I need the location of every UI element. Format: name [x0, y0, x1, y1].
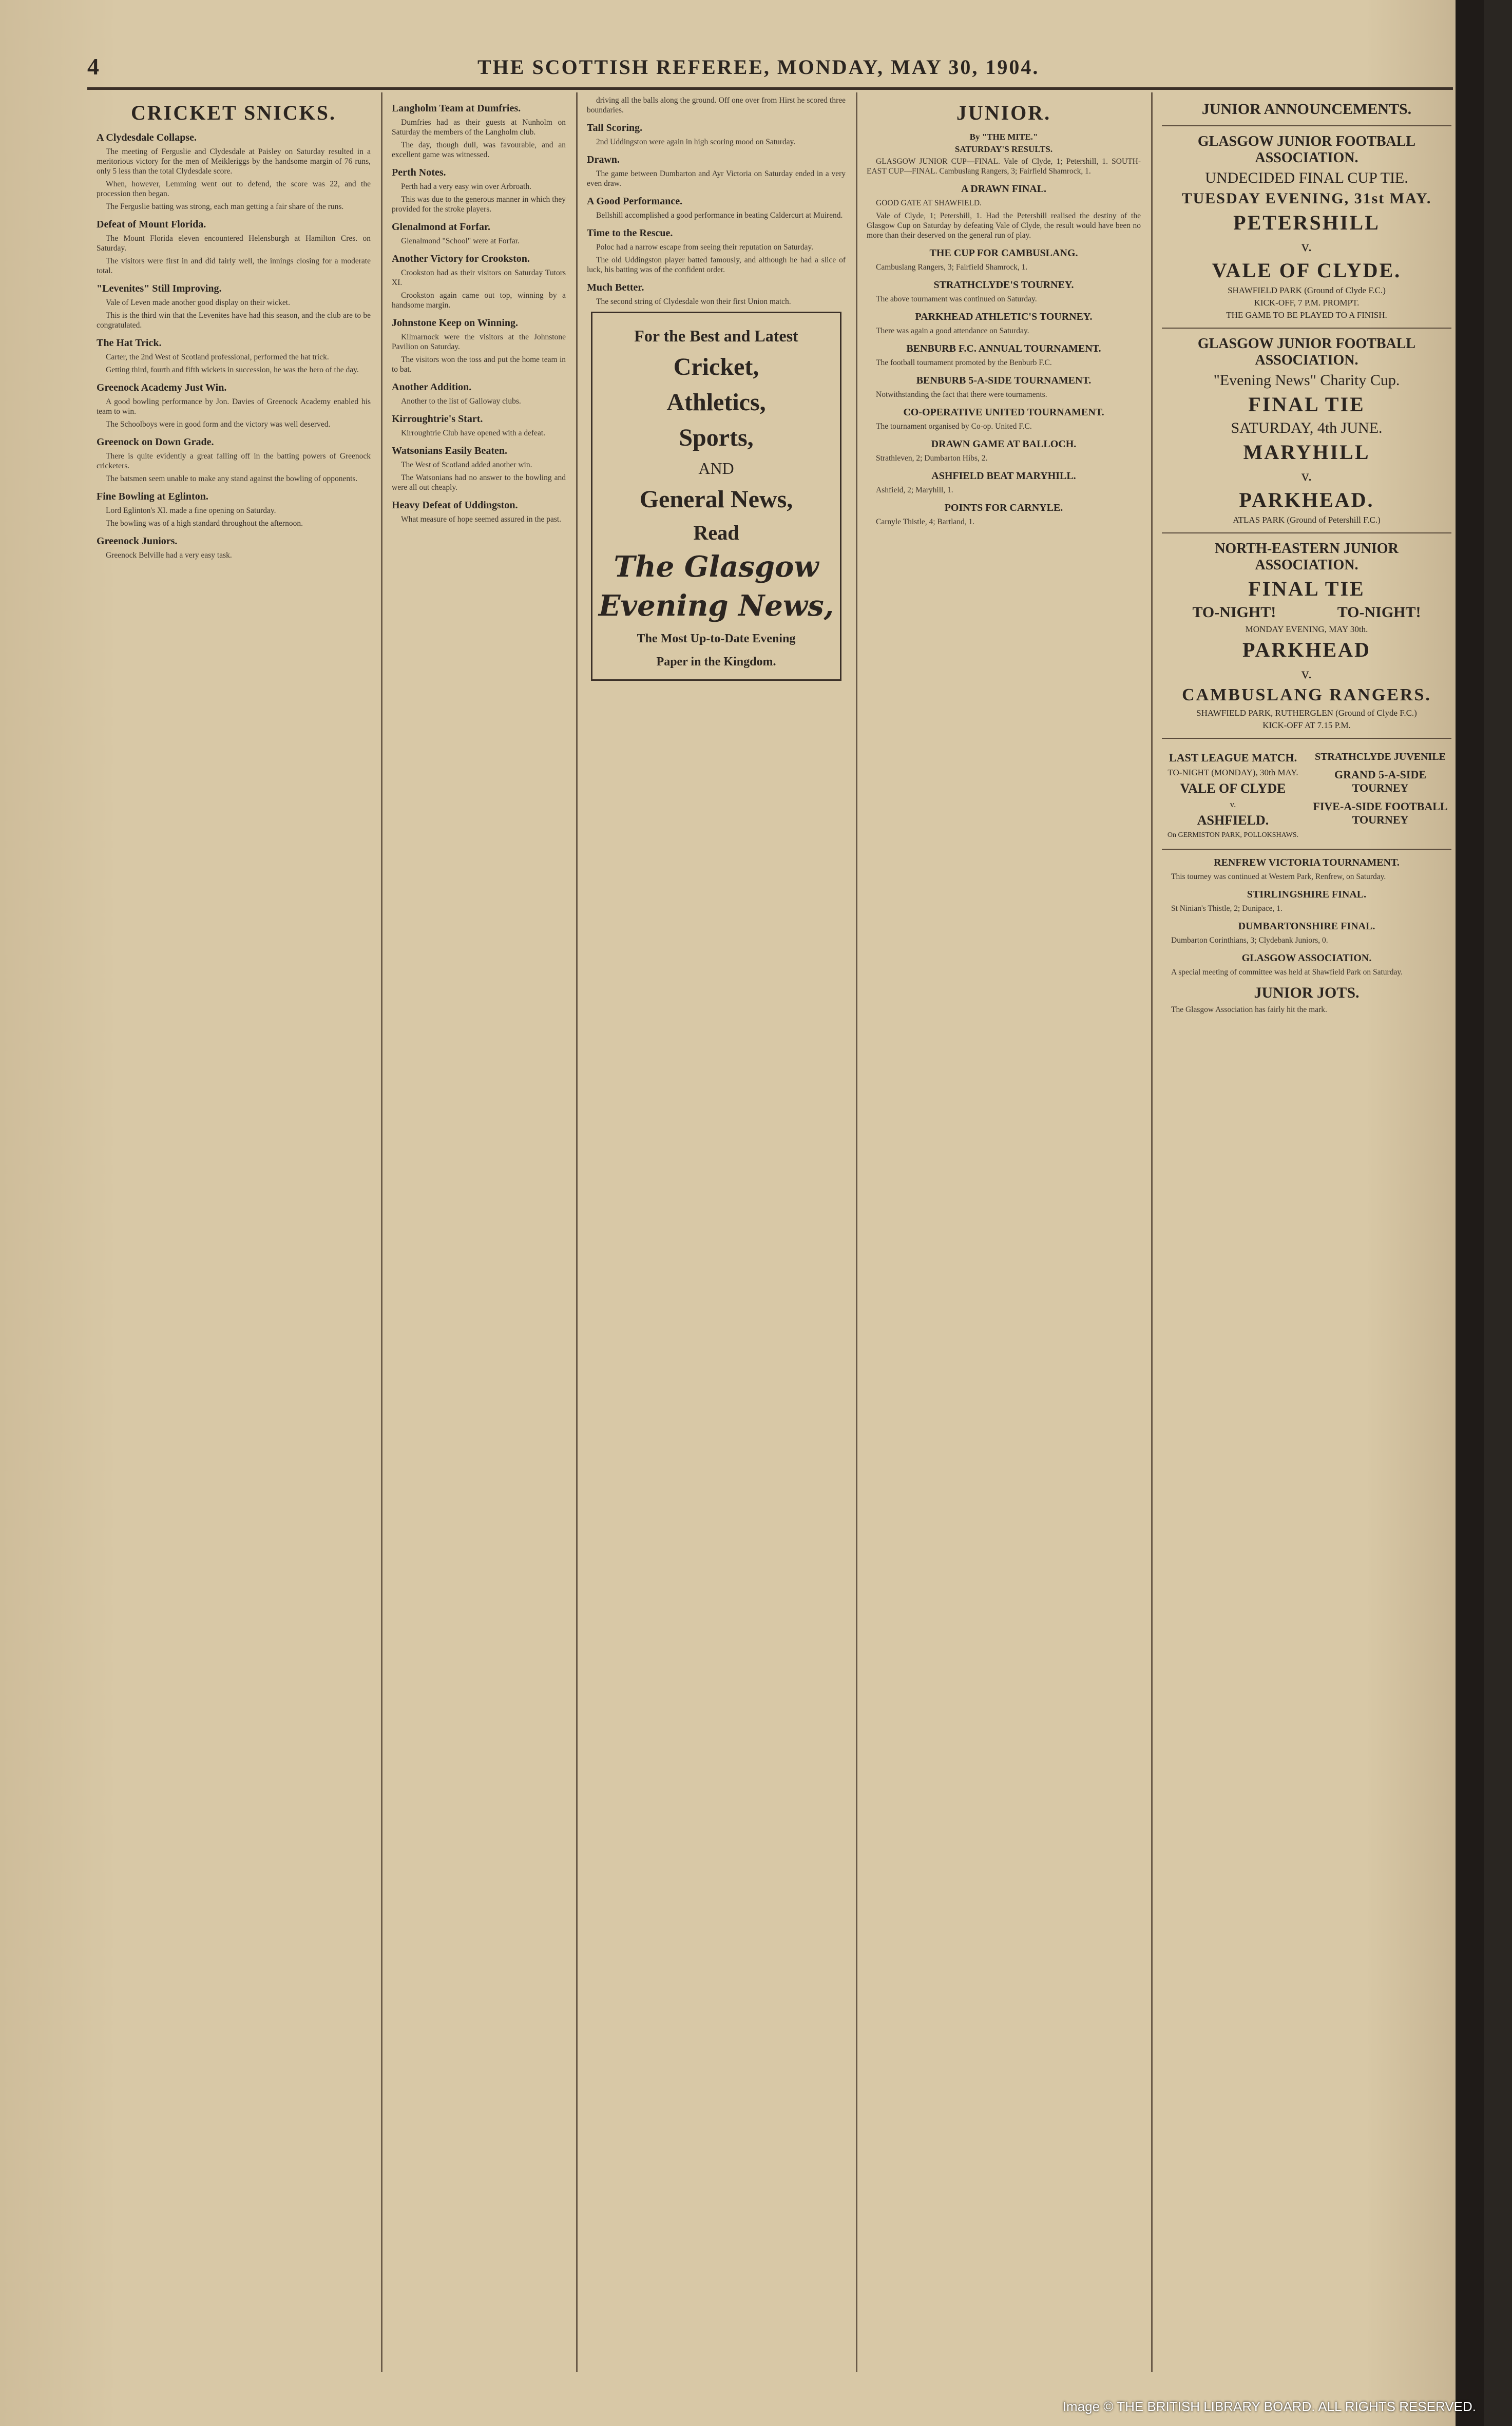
match-date: TO-NIGHT (MONDAY), 30th MAY.	[1168, 768, 1298, 777]
column-junior-announcements	[1153, 92, 1461, 2372]
announcement-last-league	[1162, 746, 1304, 842]
col4-text-8: Ashfield, 2; Maryhill, 1.	[876, 486, 953, 494]
col4-text-4: The football tournament promoted by the Benburb F.C.	[876, 358, 1052, 367]
col3-sub-3: Time to the Rescue.	[587, 227, 673, 239]
filler-text: driving all the balls along the ground. Off one over from Hirst he scored three boundaries.	[587, 96, 846, 114]
subtitle-2: FIVE-A-SIDE FOOTBALL TOURNEY	[1313, 800, 1448, 826]
ad-line: Evening News,	[598, 589, 834, 623]
versus: v.	[1301, 467, 1312, 484]
byline: By "THE MITE."	[969, 132, 1038, 142]
venue: On GERMISTON PARK, POLLOKSHAWS.	[1167, 831, 1299, 839]
team-away: PARKHEAD.	[1239, 488, 1374, 511]
ad-line: Read	[693, 521, 739, 544]
col2-sub-0: Langholm Team at Dumfries.	[392, 103, 521, 114]
col2-text-4: Kilmarnock were the visitors at the Johnstone Pavilion on Saturday.	[392, 333, 566, 351]
masthead	[87, 49, 1191, 85]
filler-text: The day, though dull, was favourable, and an excellent game was witnessed.	[392, 141, 566, 159]
filler-text: The Schoolboys were in good form and the victory was well deserved.	[106, 420, 331, 429]
versus: v.	[1301, 665, 1312, 682]
col1-text-2: Vale of Leven made another good display on their wicket.	[106, 298, 290, 307]
ad-line: The Most Up-to-Date Evening	[637, 632, 796, 645]
col4-sub-3: PARKHEAD ATHLETIC'S TOURNEY.	[915, 311, 1093, 322]
announcement-north-eastern	[1162, 541, 1451, 731]
ad-line: Athletics,	[666, 389, 766, 416]
col2-sub-7: Watsonians Easily Beaten.	[392, 445, 508, 456]
col3-sub-4: Much Better.	[587, 282, 644, 293]
filler-text: The old Uddingston player batted famously, and although he had a slice of luck, his batting was of the confident order.	[587, 256, 846, 274]
match-date: MONDAY EVENING, MAY 30th.	[1245, 624, 1368, 634]
team-home: PETERSHILL	[1233, 211, 1380, 234]
col2-text-1: Perth had a very easy win over Arbroath.	[401, 182, 531, 191]
col4-text-1: Cambuslang Rangers, 3; Fairfield Shamrock, 1.	[876, 263, 1028, 272]
filler-text: Getting third, fourth and fifth wickets in succession, he was the hero of the day.	[106, 366, 359, 374]
col5-sub-3: GLASGOW ASSOCIATION.	[1241, 952, 1372, 964]
divider	[1162, 125, 1451, 126]
col1-text-0: The meeting of Ferguslie and Clydesdale at Paisley on Saturday resulted in a meritorious victory for the men of Meikleriggs by the handsome margin of 76 runs, only 5 less than the total Clydesdale score.	[97, 147, 371, 176]
announcement-row	[1162, 746, 1451, 842]
col3-sub-0: Tall Scoring.	[587, 122, 643, 133]
ad-line: Paper in the Kingdom.	[656, 655, 776, 668]
col3-text-4: The second string of Clydesdale won their first Union match.	[596, 297, 791, 306]
col2-sub-3: Another Victory for Crookston.	[392, 253, 530, 264]
filler-text: The Watsonians had no answer to the bowling and were all out cheaply.	[392, 473, 566, 492]
cup-name: "Evening News" Charity Cup.	[1213, 372, 1400, 389]
col2-text-5: Another to the list of Galloway clubs.	[401, 397, 521, 406]
divider	[1162, 328, 1451, 329]
filler-text: The batsmen seem unable to make any stand against the bowling of opponents.	[106, 474, 358, 483]
col1-sub-5: Greenock on Down Grade.	[97, 436, 214, 448]
team-away: VALE OF CLYDE.	[1212, 259, 1402, 282]
col5-sub-1: STIRLINGSHIRE FINAL.	[1247, 889, 1367, 900]
tie-label: FINAL TIE	[1248, 393, 1365, 416]
col2-text-2: Glenalmond "School" were at Forfar.	[401, 237, 520, 245]
col2-text-3: Crookston had as their visitors on Saturday Tutors XI.	[392, 269, 566, 287]
tie-label: FINAL TIE	[1248, 577, 1365, 600]
filler-text: The Ferguslie batting was strong, each man getting a fair share of the runs.	[106, 202, 344, 211]
col3-text-3: Poloc had a narrow escape from seeing their reputation on Saturday.	[596, 243, 813, 252]
announcement-charity-cup	[1162, 336, 1451, 525]
col1-sub-4: Greenock Academy Just Win.	[97, 382, 227, 393]
filler-text: When, however, Lemming went out to defend, the score was 22, and the procession then began.	[97, 180, 371, 198]
announcement-strathclyde	[1309, 746, 1451, 842]
section-heading-announcements: JUNIOR ANNOUNCEMENTS.	[1201, 101, 1412, 118]
title: LAST LEAGUE MATCH.	[1169, 751, 1297, 764]
col5-sub-4: JUNIOR JOTS.	[1254, 984, 1360, 1001]
note: THE GAME TO BE PLAYED TO A FINISH.	[1226, 310, 1387, 320]
col2-text-7: The West of Scotland added another win.	[401, 461, 532, 469]
col1-sub-0: A Clydesdale Collapse.	[97, 132, 197, 143]
col1-sub-3: The Hat Trick.	[97, 337, 162, 349]
col4-sub-2: STRATHCLYDE'S TOURNEY.	[933, 279, 1074, 291]
glasgow-evening-news-advert	[591, 312, 841, 681]
col5-text-2: Dumbarton Corinthians, 3; Clydebank Juniors, 0.	[1171, 936, 1328, 945]
title: STRATHCLYDE JUVENILE	[1314, 751, 1446, 762]
col4-text-0: GOOD GATE AT SHAWFIELD.	[876, 199, 982, 207]
col4-sub-1: THE CUP FOR CAMBUSLANG.	[929, 247, 1078, 259]
column-3	[578, 92, 855, 2372]
kickoff: KICK-OFF AT 7.15 P.M.	[1262, 720, 1351, 730]
ad-line: For the Best and Latest	[634, 327, 798, 345]
col4-sub-6: CO-OPERATIVE UNITED TOURNAMENT.	[903, 407, 1104, 418]
ad-line: AND	[698, 459, 734, 477]
results-title: SATURDAY'S RESULTS.	[954, 144, 1053, 154]
col1-sub-2: "Levenites" Still Improving.	[97, 283, 222, 294]
col1-text-3: Carter, the 2nd West of Scotland professional, performed the hat trick.	[106, 353, 329, 361]
ad-line: General News,	[639, 486, 793, 513]
col4-text-3: There was again a good attendance on Saturday.	[876, 327, 1029, 335]
col3-sub-1: Drawn.	[587, 154, 620, 165]
col3-text-1: The game between Dumbarton and Ayr Victoria on Saturday ended in a very even draw.	[587, 169, 846, 188]
section-heading-junior: JUNIOR.	[956, 101, 1051, 124]
filler-text: GLASGOW JUNIOR CUP—FINAL. Vale of Clyde, 1; Petershill, 1. SOUTH-EAST CUP—FINAL. Cambuslang Rangers, 3; Fairfield Shamrock, 1.	[867, 157, 1141, 176]
team-home: MARYHILL	[1243, 441, 1370, 464]
filler-text: This was due to the generous manner in which they provided for the stroke players.	[392, 195, 566, 214]
venue: ATLAS PARK (Ground of Petershill F.C.)	[1233, 515, 1381, 525]
team-home: PARKHEAD	[1242, 638, 1371, 661]
announcement-petershill	[1162, 133, 1451, 320]
col1-text-6: Lord Eglinton's XI. made a fine opening on Saturday.	[106, 506, 276, 515]
divider	[1162, 849, 1451, 850]
col5-text-4: The Glasgow Association has fairly hit the mark.	[1171, 1005, 1327, 1014]
assoc-name: GLASGOW JUNIOR FOOTBALL ASSOCIATION.	[1197, 133, 1416, 166]
versus: v.	[1230, 799, 1236, 809]
kickoff: KICK-OFF, 7 P.M. PROMPT.	[1254, 298, 1360, 308]
col2-sub-4: Johnstone Keep on Winning.	[392, 317, 519, 329]
col4-text-6: The tournament organised by Co-op. United F.C.	[876, 422, 1032, 431]
tie-label: UNDECIDED FINAL CUP TIE.	[1205, 169, 1408, 186]
match-date: TUESDAY EVENING, 31st MAY.	[1181, 190, 1432, 207]
col2-text-0: Dumfries had as their guests at Nunholm on Saturday the members of the Langholm club.	[392, 118, 566, 137]
assoc-name: GLASGOW JUNIOR FOOTBALL ASSOCIATION.	[1197, 336, 1416, 368]
col1-text-4: A good bowling performance by Jon. Davies of Greenock Academy enabled his team to win.	[97, 397, 371, 416]
col3-sub-2: A Good Performance.	[587, 196, 683, 207]
col3-text-0: 2nd Uddingston were again in high scoring mood on Saturday.	[596, 138, 796, 146]
col4-text-9: Carnyle Thistle, 4; Bartland, 1.	[876, 518, 975, 526]
versus: v.	[1301, 238, 1312, 255]
col5-text-3: A special meeting of committee was held at Shawfield Park on Saturday.	[1171, 968, 1403, 977]
col4-sub-0: A DRAWN FINAL.	[961, 183, 1047, 195]
col5-text-1: St Ninian's Thistle, 2; Dunipace, 1.	[1171, 904, 1283, 913]
page-edge	[1456, 0, 1484, 2426]
ad-line: The Glasgow	[614, 550, 819, 584]
filler-text: Crookston again came out top, winning by a handsome margin.	[392, 291, 566, 310]
col2-sub-8: Heavy Defeat of Uddingston.	[392, 500, 518, 511]
team-away: CAMBUSLANG RANGERS.	[1182, 685, 1431, 704]
match-date: SATURDAY, 4th JUNE.	[1231, 419, 1383, 436]
col4-sub-8: ASHFIELD BEAT MARYHILL.	[931, 470, 1076, 482]
col1-text-7: Greenock Belville had a very easy task.	[106, 551, 232, 560]
divider	[1162, 738, 1451, 739]
venue: SHAWFIELD PARK (Ground of Clyde F.C.)	[1228, 285, 1386, 295]
col4-sub-4: BENBURB F.C. ANNUAL TOURNAMENT.	[906, 343, 1101, 354]
ad-line: Cricket,	[673, 353, 759, 380]
divider	[1162, 532, 1451, 533]
col2-sub-5: Another Addition.	[392, 381, 472, 393]
page-number: 4	[87, 53, 99, 80]
filler-text: The bowling was of a high standard throughout the afternoon.	[106, 519, 303, 528]
col1-text-5: There is quite evidently a great falling off in the batting powers of Greenock cricketers.	[97, 452, 371, 470]
filler-text: The visitors were first in and did fairly well, the innings closing for a moderate total.	[97, 257, 371, 275]
col1-sub-1: Defeat of Mount Florida.	[97, 219, 206, 230]
newspaper-title: THE SCOTTISH REFEREE, MONDAY, MAY 30, 1904.	[477, 55, 1040, 79]
col1-text-1: The Mount Florida eleven encountered Helensburgh at Hamilton Cres. on Saturday.	[97, 234, 371, 253]
col4-text-2: The above tournament was continued on Saturday.	[876, 295, 1037, 303]
team-away: ASHFIELD.	[1197, 813, 1269, 828]
col2-text-6: Kirroughtrie Club have opened with a defeat.	[401, 429, 546, 437]
tonight-label: TO-NIGHT! TO-NIGHT!	[1192, 604, 1421, 621]
col4-sub-5: BENBURB 5-A-SIDE TOURNAMENT.	[916, 375, 1092, 386]
copyright-credit: Image © THE BRITISH LIBRARY BOARD. ALL RIGHTS RESERVED.	[1062, 2399, 1476, 2414]
col1-sub-7: Greenock Juniors.	[97, 536, 178, 547]
col2-sub-2: Glenalmond at Forfar.	[392, 221, 491, 233]
masthead-rule	[87, 87, 1453, 90]
col2-sub-1: Perth Notes.	[392, 167, 446, 178]
col4-sub-9: POINTS FOR CARNYLE.	[944, 502, 1063, 513]
assoc-name: NORTH-EASTERN JUNIOR ASSOCIATION.	[1215, 541, 1399, 573]
venue: SHAWFIELD PARK, RUTHERGLEN (Ground of Clyde F.C.)	[1196, 708, 1417, 718]
column-cricket-snicks	[87, 92, 380, 2372]
filler-text: This is the third win that the Levenites have had this season, and the club are to be congratulated.	[97, 311, 371, 330]
column-junior	[857, 92, 1150, 2372]
col4-sub-7: DRAWN GAME AT BALLOCH.	[931, 438, 1077, 450]
col5-sub-2: DUMBARTONSHIRE FINAL.	[1238, 921, 1375, 932]
team-home: VALE OF CLYDE	[1180, 781, 1286, 796]
col3-text-2: Bellshill accomplished a good performance in beating Caldercurt at Muirend.	[596, 211, 843, 220]
col5-text-0: This tourney was continued at Western Park, Renfrew, on Saturday.	[1171, 872, 1386, 881]
filler-text: The visitors won the toss and put the home team in to bat.	[392, 355, 566, 374]
col2-sub-6: Kirroughtrie's Start.	[392, 413, 483, 425]
col2-text-8: What measure of hope seemed assured in the past.	[401, 515, 562, 524]
col5-sub-0: RENFREW VICTORIA TOURNAMENT.	[1214, 857, 1400, 868]
col4-text-5: Notwithstanding the fact that there were tournaments.	[876, 390, 1047, 399]
filler-text: Vale of Clyde, 1; Petershill, 1. Had the Petershill realised the destiny of the Glasgow Cup on Saturday by defeating Vale of Clyde, the result would have been no more than their deserved on the general run of play.	[867, 212, 1141, 240]
subtitle: GRAND 5-A-SIDE TOURNEY	[1334, 768, 1427, 794]
col4-text-7: Strathleven, 2; Dumbarton Hibs, 2.	[876, 454, 988, 463]
ad-line: Sports,	[679, 424, 754, 451]
section-heading-cricket: CRICKET SNICKS.	[131, 101, 336, 124]
col1-sub-6: Fine Bowling at Eglinton.	[97, 491, 208, 502]
column-2	[382, 92, 575, 2372]
